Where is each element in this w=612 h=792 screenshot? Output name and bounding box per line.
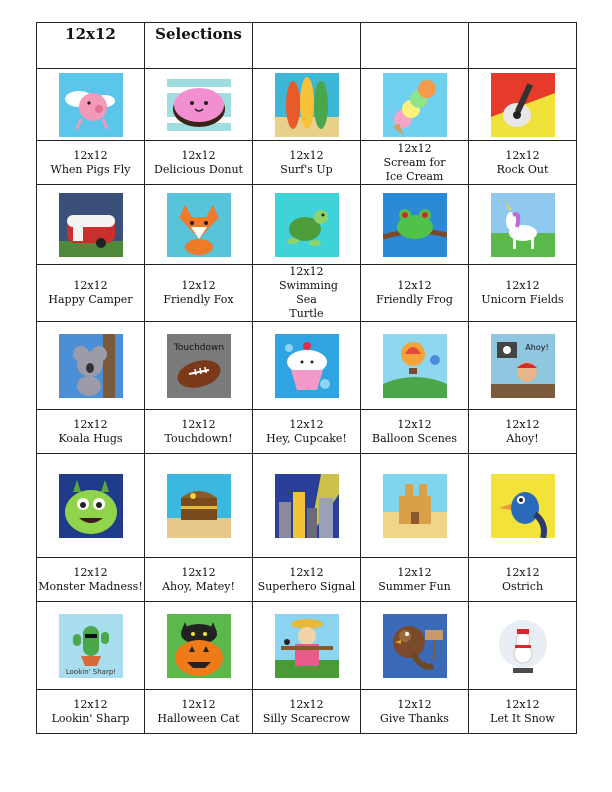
caption-cell: 12x12 Scream for Ice Cream [361,141,469,185]
caption-cell: 12x12 Superhero Signal [253,558,361,602]
header-cell [253,23,361,69]
image-row [37,454,577,558]
touchdown-painting-text: Touchdown [173,342,224,353]
image-row [37,185,577,265]
caption-cell: 12x12 Swimming Sea Turtle [253,265,361,322]
flying-pig-icon[interactable] [59,73,123,137]
caption-cell: 12x12 Lookin' Sharp [37,690,145,734]
caption-cell: 12x12 Happy Camper [37,265,145,322]
header-size: 12x12 [65,25,116,43]
header-cell [37,23,145,69]
caption-cell: 12x12 Delicious Donut [145,141,253,185]
selections-table [36,22,577,734]
caption-row [37,690,577,734]
ostrich-icon[interactable] [491,474,555,538]
monster-icon[interactable] [59,474,123,538]
lookin-painting-text: Lookin' Sharp! [65,667,116,676]
camper-icon[interactable] [59,193,123,257]
header-cell [361,23,469,69]
caption-cell: 12x12 Touchdown! [145,410,253,454]
sea-turtle-icon[interactable] [275,193,339,257]
scarecrow-icon[interactable] [275,614,339,678]
caption-cell: 12x12 Friendly Fox [145,265,253,322]
koala-icon[interactable] [59,334,123,398]
caption-cell: 12x12 Halloween Cat [145,690,253,734]
caption-cell: 12x12 Monster Madness! [37,558,145,602]
caption-cell: 12x12 Ahoy! [469,410,577,454]
fox-icon[interactable] [167,193,231,257]
city-signal-icon[interactable] [275,474,339,538]
cupcake-icon[interactable] [275,334,339,398]
cat-pumpkin-icon[interactable] [167,614,231,678]
sandcastle-icon[interactable] [383,474,447,538]
caption-cell: 12x12 When Pigs Fly [37,141,145,185]
ahoy-painting-text: Ahoy! [524,342,549,352]
cactus-icon[interactable] [59,614,123,678]
caption-cell: 12x12 Let It Snow [469,690,577,734]
caption-cell: 12x12 Friendly Frog [361,265,469,322]
caption-cell: 12x12 Silly Scarecrow [253,690,361,734]
caption-cell: 12x12 Balloon Scenes [361,410,469,454]
football-icon[interactable] [167,334,231,398]
caption-row [37,410,577,454]
unicorn-icon[interactable] [491,193,555,257]
header-selections: Selections [155,25,242,43]
header-cell [469,23,577,69]
caption-cell: 12x12 Ostrich [469,558,577,602]
image-row [37,322,577,410]
guitar-icon[interactable] [491,73,555,137]
treasure-chest-icon[interactable] [167,474,231,538]
caption-cell: 12x12 Surf's Up [253,141,361,185]
caption-row [37,141,577,185]
caption-cell: 12x12 Give Thanks [361,690,469,734]
turkey-icon[interactable] [383,614,447,678]
hot-air-balloon-icon[interactable] [383,334,447,398]
caption-row [37,558,577,602]
caption-cell: 12x12 Summer Fun [361,558,469,602]
donut-icon[interactable] [167,73,231,137]
header-cell [145,23,253,69]
caption-cell: 12x12 Hey, Cupcake! [253,410,361,454]
snowman-icon[interactable] [491,614,555,678]
caption-cell: 12x12 Unicorn Fields [469,265,577,322]
pirate-icon[interactable] [491,334,555,398]
frog-icon[interactable] [383,193,447,257]
caption-cell: 12x12 Koala Hugs [37,410,145,454]
caption-cell: 12x12 Rock Out [469,141,577,185]
caption-cell: 12x12 Ahoy, Matey! [145,558,253,602]
caption-row [37,265,577,322]
header-row [37,23,577,69]
image-row [37,69,577,141]
ice-cream-icon[interactable] [383,73,447,137]
image-row [37,602,577,690]
surfboards-icon[interactable] [275,73,339,137]
